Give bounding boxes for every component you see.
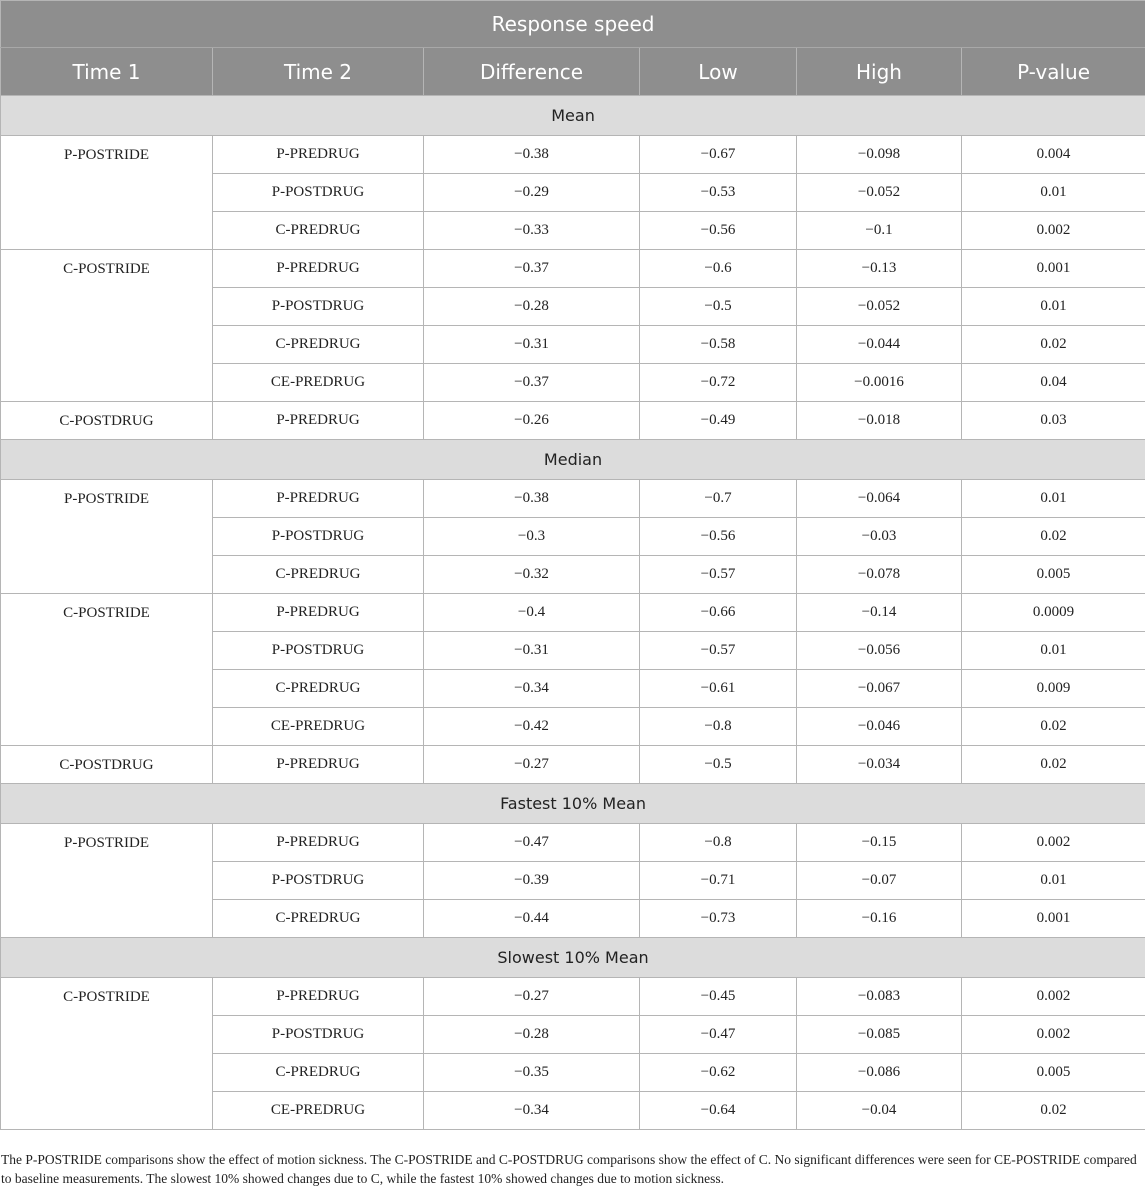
high-cell: −0.13 [797,250,962,288]
high-cell: −0.16 [797,900,962,938]
high-cell: −0.078 [797,556,962,594]
low-cell: −0.8 [640,824,797,862]
difference-cell: −0.28 [424,1016,640,1054]
difference-cell: −0.26 [424,402,640,440]
high-cell: −0.0016 [797,364,962,402]
difference-cell: −0.37 [424,250,640,288]
section-label: Slowest 10% Mean [1,938,1145,978]
p-value-cell: 0.01 [962,862,1145,900]
low-cell: −0.56 [640,518,797,556]
column-header-p-value: P-value [962,48,1145,96]
low-cell: −0.57 [640,556,797,594]
low-cell: −0.6 [640,250,797,288]
p-value-cell: 0.04 [962,364,1145,402]
section-header-row [1,440,1145,480]
table-body [1,96,1145,1130]
low-cell: −0.64 [640,1092,797,1130]
low-cell: −0.62 [640,1054,797,1092]
time-2-cell: P-POSTDRUG [213,632,424,670]
difference-cell: −0.34 [424,1092,640,1130]
high-cell: −0.03 [797,518,962,556]
section-header-row [1,96,1145,136]
high-cell: −0.07 [797,862,962,900]
section-label: Fastest 10% Mean [1,784,1145,824]
column-header-time-2: Time 2 [213,48,424,96]
difference-cell: −0.38 [424,136,640,174]
high-cell: −0.15 [797,824,962,862]
time-2-cell: P-PREDRUG [213,746,424,784]
column-header-time-1: Time 1 [1,48,213,96]
p-value-cell: 0.01 [962,288,1145,326]
time-2-cell: C-PREDRUG [213,1054,424,1092]
time-2-cell: P-PREDRUG [213,136,424,174]
difference-cell: −0.31 [424,326,640,364]
table-row [1,594,1145,632]
table-footnote: The P-POSTRIDE comparisons show the effect of motion sickness. The C-POSTRIDE and C-POSTDRUG comparisons show the effect of C. No significant differences were seen for CE-POSTRIDE compared to baseline measurements. The slowest 10% showed changes due to C, while the fastest 10% showed changes due to motion sickness. [1,1152,1137,1186]
table-row [1,824,1145,862]
low-cell: −0.47 [640,1016,797,1054]
high-cell: −0.04 [797,1092,962,1130]
time-2-cell: C-PREDRUG [213,900,424,938]
section-label: Median [1,440,1145,480]
column-header-difference: Difference [424,48,640,96]
high-cell: −0.14 [797,594,962,632]
high-cell: −0.067 [797,670,962,708]
p-value-cell: 0.001 [962,250,1145,288]
p-value-cell: 0.0009 [962,594,1145,632]
difference-cell: −0.37 [424,364,640,402]
p-value-cell: 0.002 [962,212,1145,250]
low-cell: −0.53 [640,174,797,212]
high-cell: −0.086 [797,1054,962,1092]
difference-cell: −0.33 [424,212,640,250]
high-cell: −0.052 [797,288,962,326]
p-value-cell: 0.02 [962,518,1145,556]
low-cell: −0.61 [640,670,797,708]
time-2-cell: P-PREDRUG [213,594,424,632]
time-2-cell: P-POSTDRUG [213,518,424,556]
time-2-cell: C-PREDRUG [213,326,424,364]
low-cell: −0.56 [640,212,797,250]
p-value-cell: 0.02 [962,326,1145,364]
high-cell: −0.064 [797,480,962,518]
table-row [1,136,1145,174]
difference-cell: −0.44 [424,900,640,938]
low-cell: −0.7 [640,480,797,518]
difference-cell: −0.29 [424,174,640,212]
low-cell: −0.8 [640,708,797,746]
table-row [1,402,1145,440]
difference-cell: −0.4 [424,594,640,632]
time-1-cell: C-POSTDRUG [1,402,213,440]
table-row [1,480,1145,518]
low-cell: −0.5 [640,288,797,326]
time-2-cell: CE-PREDRUG [213,708,424,746]
time-2-cell: CE-PREDRUG [213,1092,424,1130]
time-1-cell: C-POSTRIDE [1,594,213,746]
section-header-row [1,784,1145,824]
high-cell: −0.085 [797,1016,962,1054]
difference-cell: −0.31 [424,632,640,670]
p-value-cell: 0.002 [962,978,1145,1016]
time-1-cell: C-POSTRIDE [1,250,213,402]
difference-cell: −0.32 [424,556,640,594]
time-1-cell: P-POSTRIDE [1,824,213,938]
column-header-low: Low [640,48,797,96]
p-value-cell: 0.02 [962,1092,1145,1130]
difference-cell: −0.35 [424,1054,640,1092]
section-header-row [1,938,1145,978]
time-2-cell: CE-PREDRUG [213,364,424,402]
p-value-cell: 0.002 [962,1016,1145,1054]
low-cell: −0.5 [640,746,797,784]
time-2-cell: P-POSTDRUG [213,288,424,326]
low-cell: −0.58 [640,326,797,364]
section-label: Mean [1,96,1145,136]
difference-cell: −0.38 [424,480,640,518]
p-value-cell: 0.005 [962,1054,1145,1092]
time-2-cell: P-PREDRUG [213,824,424,862]
time-2-cell: C-PREDRUG [213,670,424,708]
column-header-high: High [797,48,962,96]
time-1-cell: C-POSTDRUG [1,746,213,784]
p-value-cell: 0.02 [962,708,1145,746]
table-row [1,250,1145,288]
p-value-cell: 0.01 [962,632,1145,670]
p-value-cell: 0.02 [962,746,1145,784]
table-title: Response speed [1,1,1145,48]
low-cell: −0.57 [640,632,797,670]
low-cell: −0.67 [640,136,797,174]
low-cell: −0.72 [640,364,797,402]
low-cell: −0.45 [640,978,797,1016]
high-cell: −0.1 [797,212,962,250]
time-1-cell: C-POSTRIDE [1,978,213,1130]
p-value-cell: 0.001 [962,900,1145,938]
time-2-cell: P-PREDRUG [213,978,424,1016]
time-1-cell: P-POSTRIDE [1,136,213,250]
high-cell: −0.056 [797,632,962,670]
high-cell: −0.046 [797,708,962,746]
time-2-cell: P-PREDRUG [213,250,424,288]
table-row [1,978,1145,1016]
high-cell: −0.083 [797,978,962,1016]
p-value-cell: 0.03 [962,402,1145,440]
p-value-cell: 0.002 [962,824,1145,862]
time-2-cell: C-PREDRUG [213,212,424,250]
time-2-cell: P-PREDRUG [213,480,424,518]
high-cell: −0.034 [797,746,962,784]
difference-cell: −0.47 [424,824,640,862]
difference-cell: −0.27 [424,746,640,784]
high-cell: −0.044 [797,326,962,364]
difference-cell: −0.34 [424,670,640,708]
difference-cell: −0.28 [424,288,640,326]
difference-cell: −0.42 [424,708,640,746]
low-cell: −0.49 [640,402,797,440]
time-2-cell: P-PREDRUG [213,402,424,440]
p-value-cell: 0.004 [962,136,1145,174]
low-cell: −0.73 [640,900,797,938]
difference-cell: −0.39 [424,862,640,900]
low-cell: −0.71 [640,862,797,900]
p-value-cell: 0.01 [962,174,1145,212]
time-1-cell: P-POSTRIDE [1,480,213,594]
low-cell: −0.66 [640,594,797,632]
high-cell: −0.018 [797,402,962,440]
high-cell: −0.052 [797,174,962,212]
time-2-cell: P-POSTDRUG [213,862,424,900]
time-2-cell: C-PREDRUG [213,556,424,594]
p-value-cell: 0.01 [962,480,1145,518]
difference-cell: −0.3 [424,518,640,556]
p-value-cell: 0.005 [962,556,1145,594]
difference-cell: −0.27 [424,978,640,1016]
table-row [1,746,1145,784]
high-cell: −0.098 [797,136,962,174]
time-2-cell: P-POSTDRUG [213,174,424,212]
time-2-cell: P-POSTDRUG [213,1016,424,1054]
p-value-cell: 0.009 [962,670,1145,708]
